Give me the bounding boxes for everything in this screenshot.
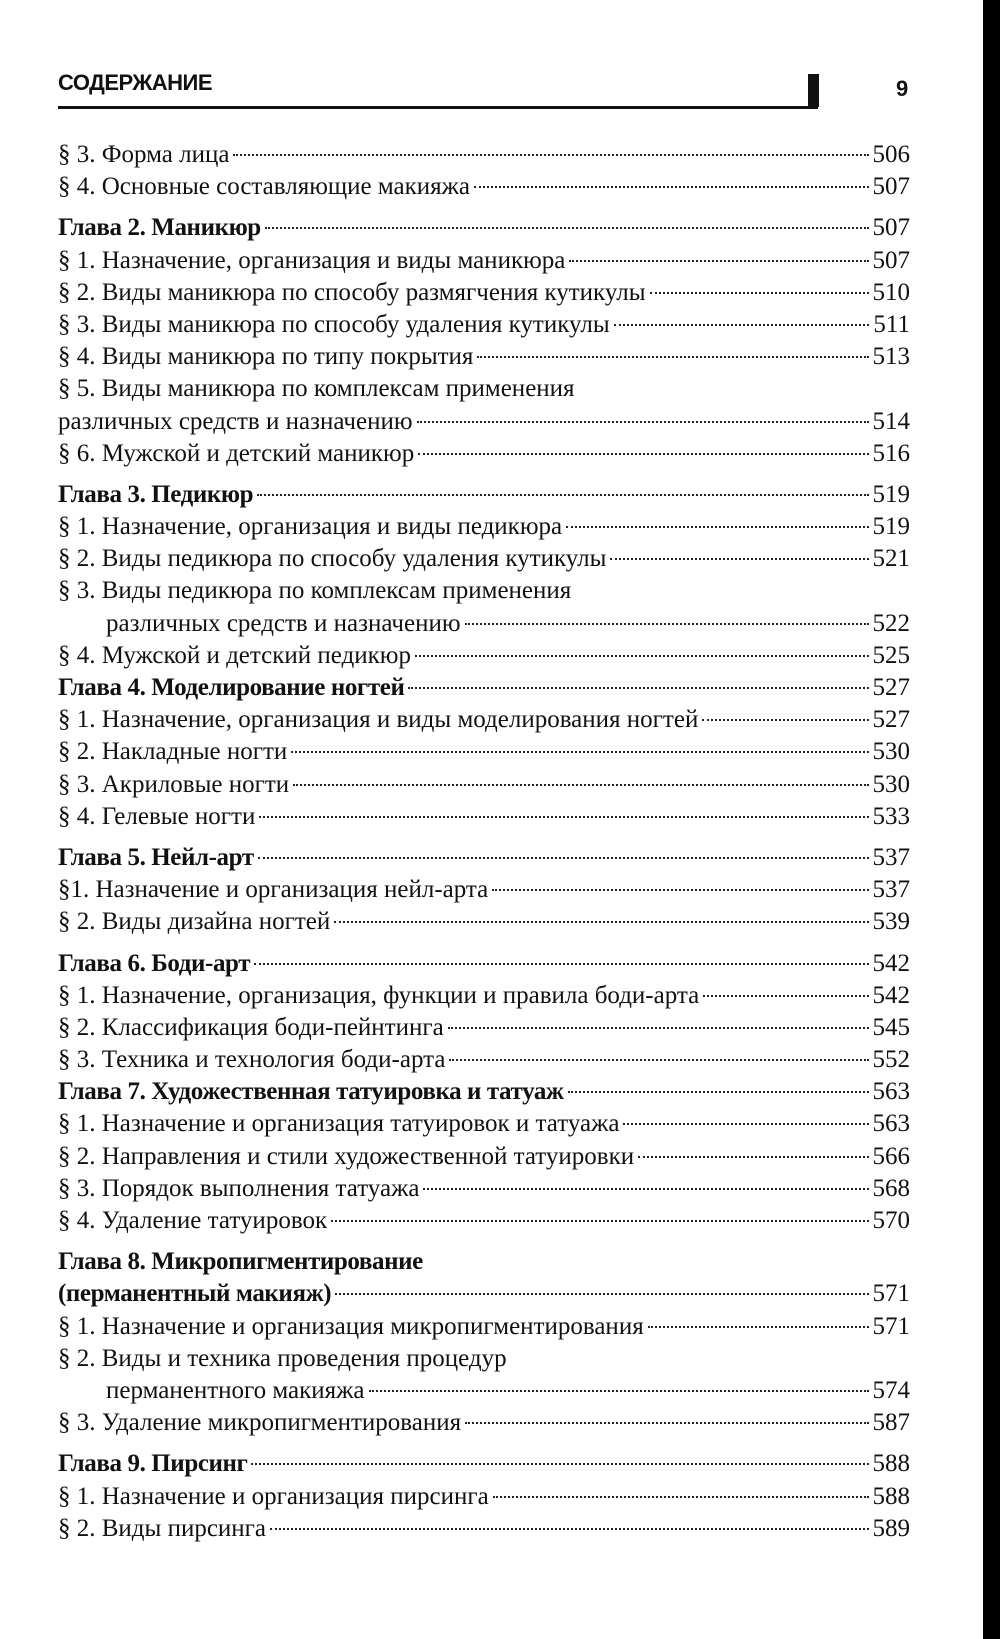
toc-entry-title: § 4. Удаление татуировок	[58, 1207, 328, 1234]
toc-entry-title: Глава 5. Нейл-арт	[58, 843, 254, 871]
toc-entry-title: Глава 3. Педикюр	[58, 480, 254, 508]
toc-entry-title: § 2. Накладные ногти	[58, 738, 288, 766]
toc-entry-title: § 2. Виды пирсинга	[58, 1514, 267, 1542]
toc-entry-title: § 3. Виды педикюра по комплексам применения	[58, 577, 572, 605]
toc-entry-title: Глава 9. Пирсинг	[58, 1450, 248, 1478]
toc-entry	[58, 1481, 910, 1513]
toc-entry-title: § 3. Виды маникюра по способу удаления кутикулы	[58, 310, 610, 338]
toc-page-number: 542	[872, 981, 910, 1009]
toc-chapter-entry	[58, 1278, 910, 1310]
header-rule	[58, 106, 818, 109]
toc-chapter-entry	[58, 1448, 910, 1480]
toc-entry	[58, 608, 910, 640]
toc-entry	[58, 874, 910, 906]
toc-page-number: 552	[872, 1046, 910, 1074]
toc-page-number: 510	[872, 278, 910, 306]
toc-entry	[58, 1205, 910, 1237]
toc-page-number: 574	[872, 1376, 910, 1404]
toc-entry	[58, 906, 910, 938]
toc-entry-title: § 5. Виды маникюра по комплексам применения	[58, 375, 575, 403]
toc-entry-title: § 4. Основные составляющие макияжа	[58, 173, 470, 201]
toc-entry-title: § 1. Назначение, организация, функции и правила боди-арта	[58, 981, 700, 1009]
toc-page-number: 507	[872, 214, 910, 242]
toc-page-number: 530	[872, 738, 910, 766]
dot-leader	[335, 1293, 868, 1295]
table-of-contents	[58, 139, 910, 1545]
toc-page-number: 527	[872, 706, 910, 734]
toc-entry-title: § 1. Назначение, организация и виды моделирования ногтей	[58, 706, 699, 734]
toc-page-number: 545	[872, 1013, 910, 1041]
toc-page-number: 571	[872, 1280, 910, 1308]
toc-entry-title: Глава 2. Маникюр	[58, 214, 261, 242]
toc-entry-title: §1. Назначение и организация нейл-арта	[58, 876, 489, 904]
toc-page-number: 525	[872, 641, 910, 669]
toc-entry-title: § 6. Мужской и детский маникюр	[58, 439, 415, 467]
toc-page-number: 568	[872, 1174, 910, 1202]
toc-entry-title: § 2. Виды маникюра по способу размягчения кутикулы	[58, 278, 646, 306]
toc-page-number: 542	[872, 949, 910, 977]
toc-entry-title: различных средств и назначению	[106, 609, 461, 637]
dot-leader	[477, 356, 868, 358]
toc-entry-title: § 1. Назначение, организация и виды педикюра	[58, 513, 563, 541]
dot-leader	[569, 260, 868, 262]
dot-leader	[331, 1220, 868, 1222]
toc-entry	[58, 373, 910, 405]
dot-leader	[610, 558, 868, 560]
toc-page-number: 519	[872, 480, 910, 508]
toc-entry	[58, 438, 910, 470]
toc-entry-title: Глава 4. Моделирование ногтей	[58, 674, 405, 701]
toc-page-number: 530	[872, 770, 910, 798]
toc-page-number: 589	[872, 1514, 910, 1542]
toc-entry-title: § 1. Назначение и организация пирсинга	[58, 1482, 489, 1510]
toc-page-number: 537	[872, 876, 910, 904]
toc-entry-title: § 1. Назначение, организация и виды маникюра	[58, 246, 566, 274]
toc-page-number: 519	[872, 513, 910, 541]
toc-entry	[58, 511, 910, 543]
dot-leader	[703, 995, 868, 997]
toc-entry	[58, 245, 910, 277]
page-header	[58, 66, 908, 112]
dot-leader	[568, 1091, 869, 1093]
toc-page-number: 506	[872, 141, 910, 168]
toc-entry	[58, 171, 910, 203]
toc-chapter-entry	[58, 842, 910, 874]
toc-page-number: 566	[872, 1142, 910, 1170]
toc-entry-title: § 2. Классификация боди-пейнтинга	[58, 1013, 444, 1041]
toc-entry	[58, 406, 910, 438]
dot-leader	[566, 526, 868, 528]
toc-entry	[58, 575, 910, 607]
toc-entry	[58, 801, 910, 833]
dot-leader	[423, 1188, 868, 1190]
toc-page-number: 522	[872, 609, 910, 637]
toc-entry-title: § 2. Виды дизайна ногтей	[58, 908, 331, 936]
toc-entry-title: § 3. Акриловые ногти	[58, 770, 290, 798]
toc-entry	[58, 309, 910, 341]
toc-page-number: 588	[872, 1482, 910, 1510]
dot-leader	[334, 921, 868, 923]
toc-chapter-entry	[58, 1076, 910, 1108]
toc-entry	[58, 704, 910, 736]
header-marker	[808, 74, 819, 107]
toc-entry-title: § 4. Гелевые ногти	[58, 802, 256, 830]
toc-page-number: 513	[872, 343, 910, 371]
toc-entry	[58, 1375, 910, 1407]
toc-entry-title: § 3. Удаление микропигментирования	[58, 1409, 462, 1437]
toc-entry	[58, 1108, 910, 1140]
dot-leader	[293, 784, 868, 786]
dot-leader	[254, 963, 868, 965]
toc-entry	[58, 980, 910, 1012]
toc-entry	[58, 341, 910, 373]
dot-leader	[258, 857, 869, 859]
toc-entry	[58, 769, 910, 801]
toc-page-number: 563	[872, 1078, 910, 1106]
dot-leader	[265, 227, 869, 229]
toc-entry	[58, 543, 910, 575]
toc-page-number: 571	[872, 1312, 910, 1340]
dot-leader	[415, 655, 869, 657]
dot-leader	[648, 1326, 869, 1328]
toc-page-number: 507	[872, 246, 910, 274]
toc-page-number: 527	[872, 674, 910, 701]
dot-leader	[417, 421, 869, 423]
toc-entry	[58, 1173, 910, 1205]
toc-entry-title: § 3. Форма лица	[58, 141, 230, 168]
toc-entry-title: § 2. Виды и техника проведения процедур	[58, 1344, 507, 1372]
toc-page-number: 539	[872, 908, 910, 936]
dot-leader	[259, 816, 868, 818]
toc-entry-title: § 3. Порядок выполнения татуажа	[58, 1174, 420, 1202]
toc-chapter-entry	[58, 948, 910, 980]
dot-leader	[408, 687, 868, 689]
toc-entry-title: § 1. Назначение и организация татуировок и татуажа	[58, 1110, 620, 1138]
dot-leader	[650, 292, 869, 294]
toc-entry-title: § 1. Назначение и организация микропигментирования	[58, 1312, 644, 1340]
toc-entry-title: перманентного макияжа	[106, 1376, 365, 1404]
toc-entry-title: § 3. Техника и технология боди-арта	[58, 1046, 446, 1074]
toc-entry-title: различных средств и назначению	[58, 407, 413, 435]
toc-page-number: 563	[872, 1110, 910, 1138]
toc-entry	[58, 1044, 910, 1076]
toc-entry	[58, 1513, 910, 1545]
toc-entry-title: § 2. Виды педикюра по способу удаления кутикулы	[58, 545, 607, 573]
toc-page-number: 511	[873, 310, 910, 338]
dot-leader	[418, 453, 868, 455]
toc-entry	[58, 277, 910, 309]
dot-leader	[449, 1059, 868, 1061]
toc-entry	[58, 1343, 910, 1375]
toc-chapter-entry	[58, 672, 910, 704]
toc-entry-title: Глава 6. Боди-арт	[58, 949, 251, 977]
dot-leader	[257, 494, 868, 496]
dot-leader	[465, 623, 869, 625]
toc-page-number: 521	[872, 545, 910, 573]
dot-leader	[291, 751, 868, 753]
dot-leader	[448, 1027, 869, 1029]
toc-page-number: 533	[872, 802, 910, 830]
dot-leader	[702, 719, 868, 721]
toc-page-number: 516	[872, 439, 910, 467]
toc-entry	[58, 1407, 910, 1439]
dot-leader	[614, 324, 870, 326]
dot-leader	[474, 186, 869, 188]
page-number: 9	[896, 76, 909, 101]
dot-leader	[251, 1463, 868, 1465]
toc-entry	[58, 1311, 910, 1343]
toc-chapter-entry	[58, 212, 910, 244]
toc-chapter-entry	[58, 1246, 910, 1278]
dot-leader	[233, 154, 868, 156]
dot-leader	[270, 1528, 868, 1530]
toc-entry-title: Глава 7. Художественная татуировка и татуаж	[58, 1078, 564, 1106]
toc-entry	[58, 640, 910, 672]
toc-entry-title: § 2. Направления и стили художественной татуировки	[58, 1142, 635, 1170]
dot-leader	[493, 1496, 869, 1498]
dot-leader	[465, 1422, 868, 1424]
dot-leader	[492, 889, 868, 891]
toc-entry-title: § 4. Мужской и детский педикюр	[58, 641, 411, 669]
toc-entry-title: (перманентный макияж)	[58, 1280, 332, 1308]
toc-chapter-entry	[58, 479, 910, 511]
toc-entry-title: § 4. Виды маникюра по типу покрытия	[58, 343, 474, 371]
toc-page-number: 537	[872, 843, 910, 871]
toc-page-number: 507	[872, 173, 910, 201]
toc-entry	[58, 736, 910, 768]
toc-entry	[58, 1012, 910, 1044]
toc-entry-title: Глава 8. Микропигментирование	[58, 1248, 423, 1276]
toc-page-number: 587	[872, 1409, 910, 1437]
running-title: СОДЕРЖАНИЕ	[58, 70, 213, 95]
toc-page-number: 588	[872, 1450, 910, 1478]
toc-page-number: 514	[872, 407, 910, 435]
dot-leader	[369, 1390, 869, 1392]
toc-page-number: 570	[872, 1207, 910, 1234]
dot-leader	[638, 1156, 868, 1158]
toc-entry	[58, 139, 910, 171]
dot-leader	[623, 1123, 868, 1125]
toc-entry	[58, 1141, 910, 1173]
